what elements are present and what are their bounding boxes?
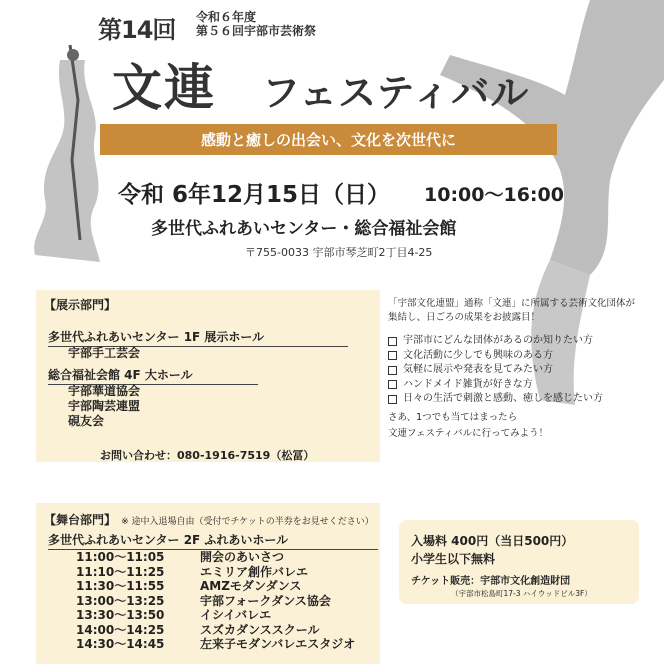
- exhibition-group: 硯友会: [68, 414, 105, 428]
- exhibition-venue-2: 総合福祉会館 4F 大ホール: [48, 366, 258, 385]
- title-main: 文連: [112, 59, 216, 117]
- schedule-time: 11:30〜11:55: [76, 579, 165, 593]
- checkbox-icon: [388, 366, 397, 375]
- checkbox-icon: [388, 337, 397, 346]
- sculpture-silhouette: [0, 40, 130, 270]
- event-date: 令和 6年12月15日（日）: [118, 182, 391, 208]
- checklist-item: [388, 392, 648, 407]
- schedule-name: 宇部フォークダンス協会: [200, 593, 331, 608]
- checklist-item: [388, 363, 648, 378]
- era-year: 令和６年度: [196, 10, 257, 24]
- schedule-row: [76, 550, 376, 565]
- admission-price: 入場料 400円（当日500円）: [411, 534, 574, 548]
- checkbox-icon: [388, 351, 397, 360]
- exhibition-group: 宇部手工芸会: [68, 346, 141, 360]
- stage-note: ※ 途中入退場自由（受付でチケットの半券をお見せください）: [121, 517, 374, 527]
- era-block: [196, 10, 316, 38]
- exhibition-venue-1: 多世代ふれあいセンター 1F 展示ホール: [48, 328, 348, 347]
- schedule-name: イシイバレエ: [200, 608, 272, 622]
- checklist-item: [388, 349, 648, 364]
- schedule-name: 左来子モダンバレエスタジオ: [200, 637, 356, 651]
- stage-venue: 多世代ふれあいセンター 2F ふれあいホール: [48, 531, 378, 550]
- checkbox-icon: [388, 380, 397, 389]
- schedule-time: 13:00〜13:25: [76, 593, 165, 608]
- schedule-row: [76, 565, 376, 580]
- intro-text: 「宇部文化連盟」通称「文連」に所属する芸術文化団体が集結し、日ごろの成果をお披露目！: [388, 298, 636, 323]
- schedule-time: 13:30〜13:50: [76, 608, 165, 622]
- checklist-item: [388, 378, 648, 393]
- schedule-name: エミリア創作バレエ: [200, 564, 309, 579]
- ticket-box: [399, 520, 639, 604]
- event-address: 〒755-0033 宇部市琴芝町2丁目4-25: [245, 246, 433, 259]
- closing-line-2: 文連フェスティバルに行ってみよう！: [388, 428, 549, 439]
- stage-schedule: [76, 550, 376, 652]
- stage-title: 【舞台部門】: [44, 513, 117, 527]
- schedule-name: 開会のあいさつ: [200, 550, 285, 564]
- ticket-sales-address: （宇部市松島町17-3 ハイウッドビル3F）: [451, 589, 592, 598]
- exhibition-group: 宇部陶芸連盟: [68, 399, 141, 413]
- schedule-row: [76, 608, 376, 623]
- closing-line-1: さあ、1つでも当てはまったら: [388, 412, 518, 423]
- schedule-time: 14:00〜14:25: [76, 622, 165, 637]
- schedule-name: スズカダンススクール: [200, 622, 320, 637]
- checklist: [388, 334, 648, 407]
- free-admission: 小学生以下無料: [411, 552, 496, 566]
- closing-text: [388, 410, 638, 442]
- stage-box: [36, 503, 380, 664]
- checklist-text: ハンドメイド雑貨が好きな方: [403, 378, 533, 390]
- exhibition-contact: お問い合わせ：080-1916-7519（松冨）: [100, 449, 315, 462]
- exhibition-title: 【展示部門】: [44, 298, 117, 312]
- exhibition-box: [36, 290, 380, 462]
- stage-heading: [44, 509, 374, 528]
- schedule-row: [76, 623, 376, 638]
- event-venue: 多世代ふれあいセンター・総合福祉会館: [151, 219, 457, 239]
- sub-event: 第５６回宇部市芸術祭: [196, 24, 317, 38]
- checklist-text: 日々の生活で刺激と感動、癒しを感じたい方: [403, 393, 603, 404]
- checklist-text: 文化活動に少しでも興味のある方: [403, 349, 553, 361]
- checklist-text: 気軽に展示や発表を見てみたい方: [403, 364, 553, 375]
- ticket-sales: チケット販売：宇部市文化創造財団: [411, 576, 571, 587]
- schedule-row: [76, 637, 376, 652]
- title-kana: フェスティバル: [262, 71, 530, 115]
- tagline-banner: 感動と癒しの出会い、文化を次世代に: [100, 124, 557, 155]
- checkbox-icon: [388, 395, 397, 404]
- event-time: 10:00〜16:00: [424, 184, 564, 206]
- schedule-row: [76, 579, 376, 594]
- checklist-item: [388, 334, 648, 349]
- schedule-name: AMZモダンダンス: [200, 579, 302, 593]
- schedule-time: 11:10〜11:25: [76, 564, 165, 579]
- schedule-time: 14:30〜14:45: [76, 637, 165, 651]
- schedule-time: 11:00〜11:05: [76, 550, 165, 564]
- exhibition-group: 宇部華道協会: [68, 384, 141, 398]
- checklist-text: 宇部市にどんな団体があるのか知りたい方: [403, 335, 593, 346]
- edition-label: 第14回: [98, 16, 176, 44]
- schedule-row: [76, 594, 376, 609]
